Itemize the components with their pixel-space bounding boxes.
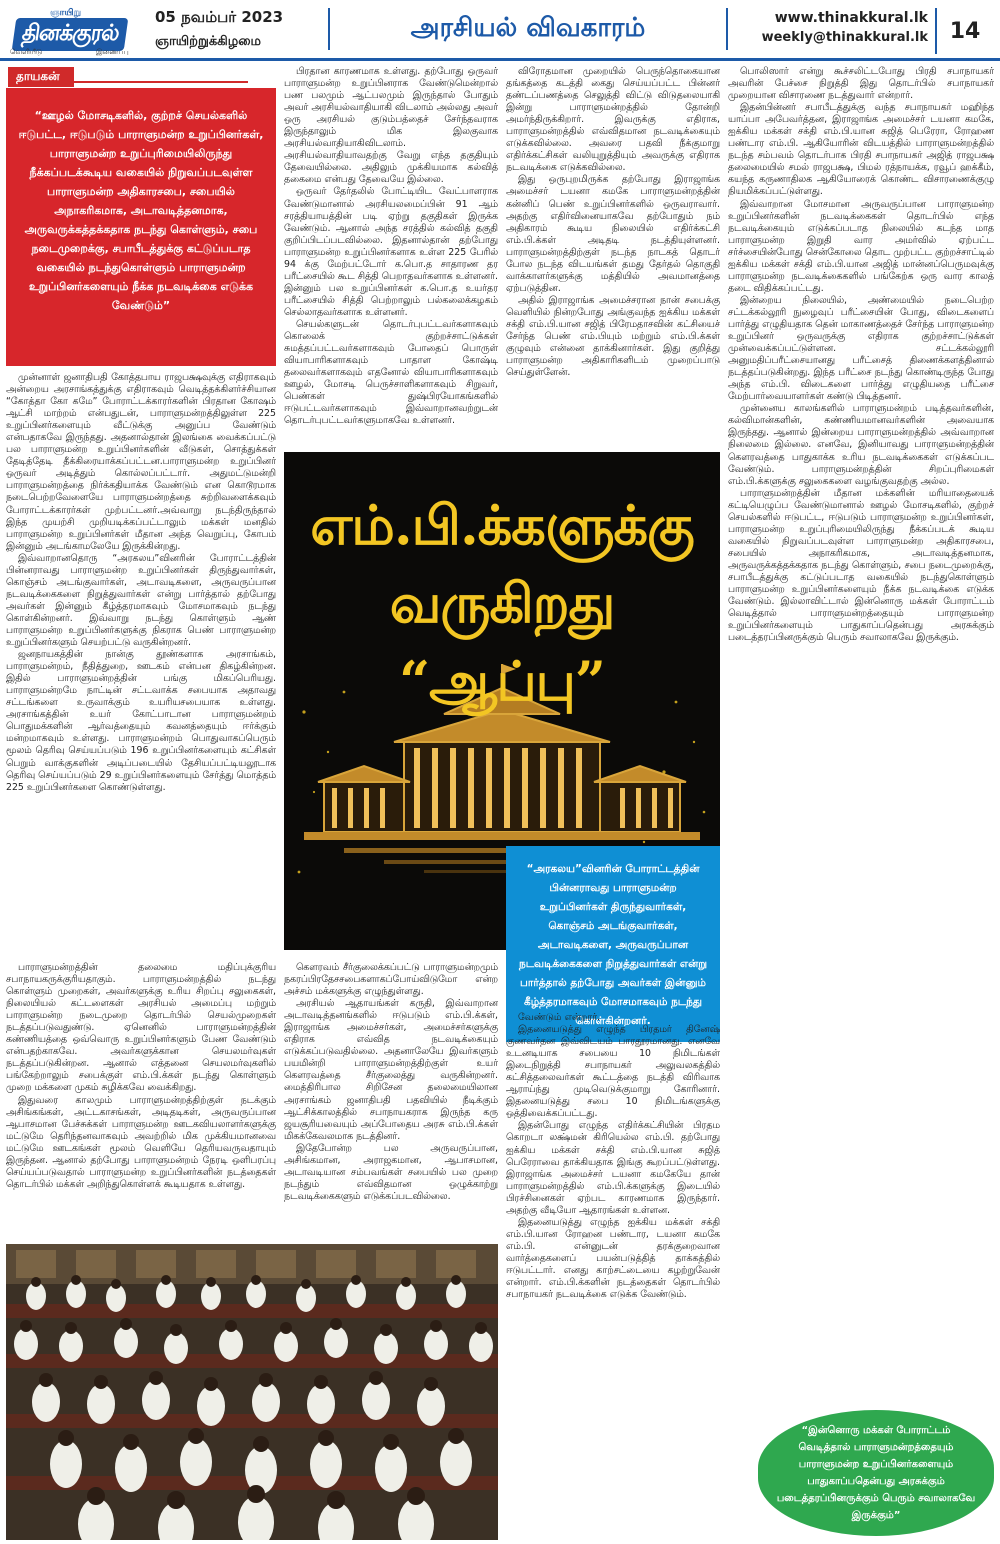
paragraph: ஒருவர் தேர்தலில் போட்டியிட வேட்பாளராக வேண்டுமானால் அரசியலமைப்பின் 91 ஆம் சரத்தியாயத்தின் படி ஏற்று தகுதிகள் இருக்க வேண்டும். ஆனால் அந்த சரத்தில் கல்வித் தகுதி குறிப்பிடப்படவில்லை. இதனால்தான் தற்போது பாராளுமன்ற உறுப்பினர்களாக உள்ள 225 பேரில் 94 க்கு மேற்பட்டோர் க.பொ.த சாதாரண தர பரீட்சையில் கூட சித்தி பெறாதவர்களாக உள்ளனர். இன்னும் பல உறுப்பினர்கள் க.பொ.த உயர்தர பரீட்சையில் சித்தி பெற்றாலும் பல்கலைக்கழகம் செல்லாதவர்களாக உள்ளனர். [284,186,498,318]
section-title: அரசியல் விவகாரம் [328,8,728,50]
paragraph: இதேபோன்ற பல அருவருப்பான, அசிங்கமான, அராஜகமான, ஆபாசமான, அடாவடியான சம்பவங்கள் சபையில் பல முறை நடந்தும் எவ்விதமான ஒழுக்காற்று நடவடிக்கைகளும் எடுக்கப்படவில்லை. [284,1142,498,1202]
issue-date-block [155,8,283,50]
article-column-3-lower [506,1012,720,1542]
logo-tag-right: இணைப்பு [96,48,129,56]
paragraph: இவ்வாறானதொரு “அரகலய”வினரின் போராட்டத்தின் பின்னராவது பாராளுமன்ற உறுப்பினர்கள் திருந்துவார்கள், கொஞ்சம் அடங்குவார்கள், அடாவடிகளை, அருவருப்பான நடவடிக்கைகளை நிறுத்துவார்கள் என்று பார்த்தால் தற்போது அவர்கள் இன்னும் கீழ்த்தரமாகவும் மோசமாகவும் நடந்து கொள்கின்றனர். இவ்வாறு நடந்து கொள்ளும் ஆண் பாராளுமன்ற உறுப்பினர்களுக்கு நிகராக பெண் பாராளுமன்ற உறுப்பினர்களும் செயற்பட்டு வருகின்றனர். [6,552,276,649]
paragraph: இதன்பின்னர் சபாபீடத்துக்கு வந்த சபாநாயகர் மஹிந்த யாப்பா அபேவர்த்தன, இராஜாங்க அமைச்சர் டயனா கமகே, ஐக்கிய மக்கள் சக்தி எம்.பி.யான சுஜித் பெரேரா, ரோஹண பண்டார எம்.பி. ஆகியோரின் விடயத்தில் பாராளுமன்றத்தில் நடந்த சம்பவம் தொடர்பாக பிரதி சபாநாயகர் அஜித் ராஜபக்ஷ தலைமையில் சமல் ராஜபக்ஷ, பிமல் ரத்நாயக்க, ரவூப் ஹக்கீம், கயந்த கருணாதிலக ஆகியோரைக் கொண்ட விசாரணைக்குழு நியமிக்கப்பட்டுள்ளது. [728,102,994,198]
logo-small-text: ஞாயிறு [50,8,82,18]
thinakkural-logo[interactable] [8,8,136,56]
chamber-photo-illustration [6,1244,498,1540]
red-pull-quote: “ஊழல் மோசடிகளில், குற்றச் செயல்களில் ஈடுபட்ட, ஈடுபடும் பாராளுமன்ற உறுப்பினர்கள், பாராளுமன்ற உறுப்புரிமையிலிருந்து நீக்கப்படக்கூடிய வகையில் நிறுவப்படவுள்ள பாராளுமன்ற அதிகாரசபை, சபையில் அநாகரிகமாக, அடாவடித்தனமாக, அருவருக்கத்தக்கதாக நடந்து கொள்ளும், சபை நடைமுறைக்கு, சபாபீடத்துக்கு கட்டுப்படாத வகையில் நடந்துகொள்ளும் பாராளுமன்ற உறுப்பினர்களையும் நீக்க நடவடிக்கை எடுக்க வேண்டும்” [6,88,276,366]
paragraph: பாராளுமன்றத்தின் தலைமை மதிப்புக்குரிய சபாநாயகருக்குரியதாகும். பாராளுமன்றத்தில் நடந்து கொள்ளும் முறைகள், அவர்களுக்கு உரிய சிறப்பு சலுகைகள், நிலையியல் கட்டளைகள் அரசியல் அமைப்பு மற்றும் பாராளுமன்ற நடைமுறை தொடர்பில் செயல்முறைகள் நடத்தப்படுவதுண்டு. ஏனெனில் பாராளுமன்றத்தின் கண்ணியத்தை ஒவ்வொரு உறுப்பினர்களும் பேண வேண்டும் என்பதற்காகவே. அவர்களுக்கான செயலமர்வுகள் நடத்தப்படுகின்றன. ஆனால் எத்தனை செயலமர்வுகளில் பங்கேற்றாலும் சபைக்குள் எம்.பி.க்கள் நடந்து கொள்ளும் முறை மக்களை முகம் சுழிக்கவே வைக்கிறது. [6,962,276,1094]
masthead [0,0,1000,62]
parliament-chamber-photo [6,1244,498,1540]
issue-day: ஞாயிற்றுக்கிழமை [155,34,262,49]
paragraph: இதனையடுத்து எழுந்த ஐக்கிய மக்கள் சக்தி எம்.பி.யான ரோஹன பண்டார, டயனா கமகே எம்.பி. என்னுடன் தரக்குறைவான வார்த்தைகளைப் பயன்படுத்தித் தாக்கத்தில் ஈடுபட்டார். எனது காற்சட்டையை கழற்றுவேன் என்றார். எம்.பி.க்களின் நடத்தைகள் தொடர்பில் சபாநாயகர் நடவடிக்கை எடுக்க வேண்டும். [506,1216,720,1301]
paragraph: அரசியல் ஆதாயங்கள் கருதி, இவ்வாறான அடாவடித்தனங்களில் ஈடுபடும் எம்.பி.க்கள், இராஜாங்க அமைச்சர்கள், அமைச்சர்களுக்கு எதிராக எவ்வித நடவடிக்கையும் எடுக்கப்படுவதில்லை. அதனாலேயே இவர்களும் பயமின்றி பாராளுமன்றத்திற்குள் உயர் கௌரவத்தை சீர்குலைத்து வருகின்றனர். மைத்திரிபால சிறிசேன தலைமையிலான அரசாங்கம் ஜனாதிபதி பதவியில் நீடிக்கும் ஆட்சிக்காலத்தில் சபாநாயகராக இருந்த கரு ஜயசூரியவையும் அப்போதைய அரசு எம்.பி.க்கள் மிகக்கேவலமாக நடத்தினர். [284,998,498,1142]
headline-line-1: எம்.பி.க்களுக்கு [310,493,694,557]
paragraph: ஜனநாயகத்தின் நான்கு தூண்களாக அரசாங்கம், பாராளுமன்றம், நீதித்துறை, ஊடகம் என்பன திகழ்கின்றன. இதில் பாராளுமன்றத்தின் பங்கு மிகப்பெரியது. பாராளுமன்றமே நாட்டின் சட்டவாக்க சபையாக அதாவது சட்டங்களை உருவாக்கும் உயரியசபையாக உள்ளது. அரசாங்கத்தின் உயர் கோட்பாடான பாராளுமன்றம் பொதுமக்களின் ஆர்வத்தையும் கவனத்தையும் ஈர்க்கும் மன்றமாகவும் உள்ளது. பாராளுமன்றம் பொதுவாகப்பெரும் மூலம் தெரிவு செய்யப்படும் 196 உறுப்பினர்களையும் கட்சிகள் பெறும் வாக்குகளின் அடிப்படையில் தேசியப்பட்டியலூடாக தெரிவு செய்யப்படும் 29 உறுப்பினர்களையும் சேர்த்து மொத்தம் 225 உறுப்பினர்களை கொண்டுள்ளது. [6,649,276,793]
author-byline [8,65,248,83]
paragraph: பிரதான காரணமாக உள்ளது. தற்போது ஒருவர் பாராளுமன்ற உறுப்பினராக வேண்டுமென்றால் பண பலமும் ஆட்பலமும் இருந்தால் போதும் அவர் அரசியல்வாதியாகி விடலாம் அல்லது அவர் ஒரு அரசியல் குடும்பத்தைச் சேர்ந்தவராக இருந்தாலும் மிக இலகுவாக அரசியல்வாதியாகிவிடலாம். அரசியல்வாதியாவதற்கு வேறு எந்த தகுதியும் தேவையில்லை. அதிலும் முக்கியமாக கல்வித் தகைமை என்பது தேவையே இல்லை. [284,66,498,186]
paragraph: செயல்களுடன் தொடர்புபட்டவர்களாகவும் கொலைக் குற்றச்சாட்டுக்கள் சுமத்தப்பட்டவர்களாகவும் போதைப் பொருள் வியாபாரிகளாகவும் பாதாள கோஷ்டி தலைவர்களாகவும் எதனோல் வியாபாரிகளாகவும் ஊழல், மோசடி பெருச்சாளிகளாகவும் சிறுவர், பெண்கள் துஷ்பிரயோகங்களில் ஈடுபட்டவர்களாகவும் இவ்வாறானவற்றுடன் தொடர்புபட்டவர்களுமாகவே உள்ளனர். [284,318,498,427]
paragraph: முன்னைய காலங்களில் பாராளுமன்றம் படித்தவர்களின், கல்விமான்களின், கண்ணியமானவர்களின் அவையாக இருந்தது. ஆனால் இன்றைய பாராளுமன்றத்தில் அவ்வாறான நிலைமை இல்லை. எனவே, இனியாவது பாராளுமன்றத்தின் கௌரவத்தை பாதுகாக்க உரிய நடவடிக்கைகள் எடுக்கப்பட வேண்டும். பாராளுமன்றத்தின் சிறப்புரிமைகள் எம்.பி.க்களுக்கு சலுகைகளை வழங்குவதற்கு அல்ல. [728,403,994,487]
paragraph: கௌரவம் சீர்குலைக்கப்பட்டு பாராளுமன்றமும் நகரப்பிரதேசசபைகளாகப்போய்விடுமோ என்ற அச்சம் மக்களுக்கு எழுந்துள்ளது. [284,962,498,998]
paragraph: முன்னாள் ஜனாதிபதி கோத்தபாய ராஜபக்ஷவுக்கு எதிராகவும் அன்றைய அரசாங்கத்துக்கு எதிராகவும் வெடித்தக்கிளர்ச்சியான “கோத்தா கோ கமே” போராட்டக்காரர்களின் பிரதான கோஷம் ஆட்சி மாற்றம் என்பதுடன், பாராளுமன்றத்திலுள்ள 225 உறுப்பினர்களையும் வீட்டுக்கு அனுப்ப வேண்டும் என்பதாகவே இருந்தது. அதனால்தான் இலங்கை வைக்கப்பட்டு பல பாராளுமன்ற உறுப்பினர்களின் வீடுகள், சொத்துக்கள் தேடித்தேடி தீக்கிரையாக்கப்பட்டன.பாராளுமன்ற உறுப்பினர் ஒருவர் அடித்தும் கொல்லப்பட்டார். அதுமட்டுமன்றி பாராளுமன்றத்தை நிர்க்கதியாக்க வேண்டும் என கொடூரமாக நடைபெற்றவேளையே பாராளுமன்றத்தை சுற்றிவளைக்கவும் போராட்டக்காரர்கள் முற்பட்டனர்.அவ்வாறு நடந்திருந்தால் இந்த முயற்சி முறியடிக்கப்பட்டாலும் மக்கள் மனதில் பாராளுமன்ற உறுப்பினர்கள் மீதான அந்த வெறுப்பு, கோபம் இன்னும் அடங்காமலேயே இருக்கின்றது. [6,372,276,552]
website-link[interactable]: www.thinakkural.lk [774,10,928,26]
author-name: தாயகன் [8,67,74,87]
email-link[interactable]: weekly@thinakkural.lk [761,30,928,45]
paragraph: அதில் இராஜாங்க அமைச்சரான நான் சபைக்கு வெளியில் நின்றபோது அங்குவந்த ஐக்கிய மக்கள் சக்தி எம்.பி.யான சஜித் பிரேமதாசவின் கட்சியைச் சேர்ந்த பெண் எம்.பியும் மற்றும் எம்.பி.க்கள் குழுவும் என்னை தாக்கினார்கள். இது குறித்து பாராளுமன்ற அதிகாரிகளிடம் முறைப்பாடு செய்துள்ளேன். [506,294,720,379]
paragraph: பாராளுமன்றத்தின் மீதான மக்களின் மரியாதையைக் கட்டியெழுப்ப வேண்டுமானால் ஊழல் மோசடிகளில், குற்றச் செயல்களில் ஈடுபட்ட, ஈடுபடும் பாராளுமன்ற உறுப்பினர்கள், பாராளுமன்ற உறுப்புரிமையிலிருந்து நீக்கப்படக் கூடிய வகையில் நிறுவப்படவுள்ள பாராளுமன்ற அதிகாரசபை, சபையில் அநாகரிகமாக, அடாவடித்தனமாக, அருவருக்கத்தக்கதாக நடந்து கொள்ளும், சபை நடைமுறைக்கு, சபாபீடத்துக்கு கட்டுப்படாத வகையில் நடந்துகொள்ளும் பாராளுமன்ற உறுப்பினர்களையும் நீக்க நடவடிக்கை எடுக்க வேண்டும். இல்லாவிட்டால் இன்னொரு மக்கள் போராட்டம் வெடித்தால் பாராளுமன்றத்தையும் பாராளுமன்ற உறுப்பினர்களையும் பாதுகாப்பதென்பது அரசுக்கும் படைத்தரப்பினருக்கும் பெரும் சவாலாகவே இருக்கும். [728,487,994,644]
logo-tag-left: வெளியீடு [10,48,43,56]
paragraph: இதுவரை காலமும் பாராளுமன்றத்திற்குள் நடக்கும் அசிங்கங்கள், அட்டகாசங்கள், அடிதடிகள், அருவருப்பான ஆபாசமான பேச்சுக்கள் பாராளுமன்ற ஊடகவியலாளர்களுக்கு மட்டுமே தெரிந்தனவாகவும் அவற்றில் மிக முக்கியமானவை மட்டுமே ஊடகங்கள் மூலம் வெளியே தெரியவருவதாயும் இருந்தன. ஆனால் தற்போது பாராளுமன்றம் நேரடி ஒளிபரப்பு செய்யப்படுவதால் பாராளுமன்ற உறுப்பினர்களின் நடத்தைகள் தொடர்பில் மக்கள் அறிந்துகொள்ளக் கூடியதாக உள்ளது. [6,1094,276,1190]
masthead-divider [0,58,1000,61]
paragraph: பொலிஸார் என்று கூச்சலிட்டபோது பிரதி சபாநாயகர் அவரின் பேச்சை நிறுத்தி இது தொடர்பில் சபாநாயகர் முறையான விசாரணை நடத்துவார் என்றார். [728,66,994,102]
headline-line-2: வருகிறது “ஆப்பு” [389,571,615,713]
paragraph: இதனையடுத்து எழுந்த பிரதமர் தினேஷ் குணவர்தன இவ்விடயம் பாரதூரமானது. எனவே உடனடியாக சபையை 10 நிமிடங்கள் இடைநிறுத்தி சபாநாயகர் அலுவலகத்தில் கட்சித்தலைவர்கள் கூட்டத்தை நடத்தி விரிவாக ஆராய்ந்து முடிவெடுக்குமாறு கோரினார். இதனையடுத்து சபை 10 நிமிடங்களுக்கு ஒத்திவைக்கப்பட்டது. [506,1024,720,1120]
article-column-3 [506,66,720,446]
article-column-1-lower [6,962,276,1240]
headline [284,486,720,720]
paragraph: வேண்டும் என்றார். [518,1012,601,1023]
logo-main-text: தினக்குரல் [12,18,129,51]
paragraph: விரோதமான முறையில் பெருந்தொகையான தங்கத்தை கடத்தி கைது செய்யப்பட்ட பின்னர் தண்டப்பணத்தை செலுத்தி விட்டு விடுதலையாகி இன்று பாராளுமன்றத்தில் தோன்றி அமர்ந்திருக்கிறார். இவருக்கு எதிராக, பாராளுமன்றத்தில் எவ்விதமான நடவடிக்கையும் எடுக்கவில்லை. அவரை பதவி நீக்குமாறு எதிர்க்கட்சிகள் வலியுறுத்தியும் அவருக்கு எதிராக நடவடிக்கை எடுக்கவில்லை. [506,66,720,174]
article-column-4 [728,66,994,1404]
issue-date: 05 நவம்பர் 2023 [155,8,284,26]
paragraph: இதன்போது எழுந்த எதிர்க்கட்சியின் பிரதம கொறடா லக்ஷ்மன் கிரியெல்ல எம்.பி. தற்போது ஐக்கிய மக்கள் சக்தி எம்.பி.யான சுஜித் பெரேராவை தாக்கியதாக இங்கு கூறப்பட்டுள்ளது. இராஜாங்க அமைச்சர் டயனா கமகேயே தான் பாராளுமன்றத்தில் எம்.பி.க்களுக்கு இடையில் பிரச்சினைகள் ஏற்பட காரணமாக இருந்தார். அதற்கு வீடியோ ஆதாரங்கள் உள்ளன. [506,1120,720,1216]
page-number: 14 [935,8,993,54]
paragraph: இவ்வாறான மோசமான அருவருப்பான பாராளுமன்ற உறுப்பினர்களின் நடவடிக்கைகள் தொடர்பில் எந்த நடவடிக்கையும் எடுக்கப்படாத நிலையில் கடந்த மாத பாராளுமன்ற இறுதி வார அமர்வில் ஏற்பட்ட சர்ச்சையின்போது சென்கோலை தொட முற்பட்ட குற்றச்சாட்டில் ஐக்கிய மக்கள் சக்தி எம்.பி.யான அஜித் மான்னப்பெருமவுக்கு பாராளுமன்ற நடவடிக்கைகளில் பங்கேற்க ஒரு வார காலத் தடை விதிக்கப்பட்டது. [728,198,994,294]
article-column-2 [284,66,498,446]
paragraph: இது ஒருபுறமிருக்க தற்போது இராஜாங்க அமைச்சர் டயனா கமகே பாராளுமன்றத்தின் கன்னிப் பெண் உறுப்பினர்களில் ஒருவராவார். அதற்கு எதிர்வினையாகவே தற்போதும் நம் அதிகாரம் கூடிய நிலையில் எதிர்க்கட்சி எம்.பி.க்கள் அடிதடி நடத்தியுள்ளனர். பாராளுமன்றத்திற்குள் நடந்த நாடகத் தொடர் போல நடந்த விடயங்கள் தமது தேர்தல் தொகுதி வாக்காளர்களுக்கு மத்தியில் அவமானத்தை ஏற்படுத்தின. [506,174,720,294]
paragraph: இன்றைய நிலையில், அண்மையில் நடைபெற்ற சட்டக்கல்லூரி நுழைவுப் பரீட்சையின் போது, விடைகளைப் பார்த்து எழுதியதாக தென் மாகாணத்தைச் சேர்ந்த பாராளுமன்ற உறுப்பினர் ஒருவருக்கு எதிராக குற்றச்சாட்டுக்கள் முன்வைக்கப்பட்டுள்ளன. சட்டக்கல்லூரி அனுமதிப்பரீட்சையானது பரீட்சைத் திணைக்களத்தினால் நடத்தப்படுகின்றது. இந்த பரீட்சை நடந்து கொண்டிருந்த போது அந்த எம்.பி. விடைகளை பார்த்து எழுதியதை பரீட்சை மேற்பார்வையாளர்கள் கண்டு பிடித்தனர். [728,294,994,403]
article-column-1 [6,372,276,960]
contact-block [752,10,928,45]
green-pull-quote: “இன்னொரு மக்கள் போராட்டம் வெடித்தால் பாராளுமன்றத்தையும் பாராளுமன்ற உறுப்பினர்களையும் பாதுகாப்பதென்பது அரசுக்கும் படைத்தரப்பினருக்கும் பெரும் சவாலாகவே இருக்கும்” [758,1410,994,1536]
blue-pull-quote: “அரகலய”வினரின் போராட்டத்தின் பின்னராவது பாராளுமன்ற உறுப்பினர்கள் திருந்துவார்கள், கொஞ்சம் அடங்குவார்கள், அடாவடிகளை, அருவருப்பான நடவடிக்கைகளை நிறுத்துவார்கள் என்று பார்த்தால் தற்போது அவர்கள் இன்னும் கீழ்த்தரமாகவும் மோசமாகவும் நடந்து கொள்கின்றனர். [506,846,720,1042]
